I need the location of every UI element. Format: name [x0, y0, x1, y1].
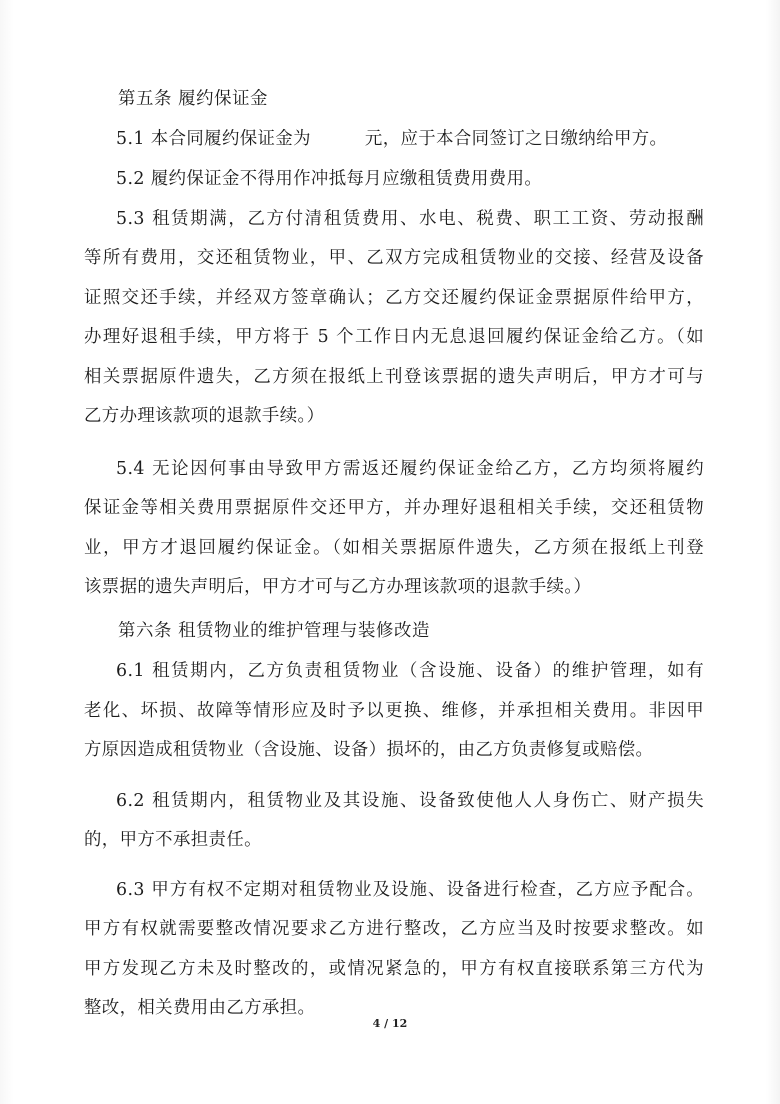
article-5-heading: 第五条 履约保证金	[118, 89, 269, 109]
clause-6-2-line: 的，甲方不承担责任。	[84, 830, 262, 850]
clause-5-3-line: 证照交还手续，并经双方签章确认；乙方交还履约保证金票据原件给甲方，	[84, 288, 704, 308]
clause-5-2: 5.2 履约保证金不得用作冲抵每月应缴租赁费用费用。	[116, 169, 543, 189]
clause-5-1	[116, 128, 704, 150]
clause-5-3-line: 5.3 租赁期满，乙方付清租赁费用、水电、税费、职工工资、劳动报酬	[116, 209, 704, 229]
clause-5-3-line: 相关票据原件遗失，乙方须在报纸上刊登该票据的遗失声明后，甲方才可与	[84, 367, 704, 387]
article-6-heading: 第六条 租赁物业的维护管理与装修改造	[118, 621, 430, 641]
clause-6-1-line: 方原因造成租赁物业（含设施、设备）损坏的，由乙方负责修复或赔偿。	[84, 740, 654, 760]
clause-6-2-line: 6.2 租赁期内，租赁物业及其设施、设备致使他人人身伤亡、财产损失	[116, 791, 704, 811]
clause-6-3-line: 甲方有权就需要整改情况要求乙方进行整改，乙方应当及时按要求整改。如	[84, 919, 704, 939]
clause-6-1-line: 老化、坏损、故障等情形应及时予以更换、维修，并承担相关费用。非因甲	[84, 701, 704, 721]
clause-6-1-line: 6.1 租赁期内，乙方负责租赁物业（含设施、设备）的维护管理，如有	[116, 661, 704, 681]
clause-5-4-line: 保证金等相关费用票据原件交还甲方，并办理好退租相关手续，交还租赁物	[84, 498, 704, 518]
clause-5-3-line: 等所有费用，交还租赁物业，甲、乙双方完成租赁物业的交接、经营及设备	[84, 248, 704, 268]
clause-5-3-line: 办理好退租手续，甲方将于 5 个工作日内无息退回履约保证金给乙方。（如	[84, 327, 704, 347]
clause-5-4-line: 5.4 无论因何事由导致甲方需返还履约保证金给乙方，乙方均须将履约	[116, 459, 704, 479]
page-number: 4 / 12	[372, 1017, 408, 1030]
clause-5-3-line: 乙方办理该款项的退款手续。）	[84, 406, 325, 426]
clause-6-3-line: 6.3 甲方有权不定期对租赁物业及设施、设备进行检查，乙方应予配合。	[116, 880, 704, 900]
clause-5-4-line: 该票据的遗失声明后，甲方才可与乙方办理该款项的退款手续。）	[84, 577, 592, 597]
clause-6-3-line: 整改，相关费用由乙方承担。	[84, 998, 316, 1018]
clause-5-4-line: 业，甲方才退回履约保证金。（如相关票据原件遗失，乙方须在报纸上刊登	[84, 538, 704, 558]
clause-6-3-line: 甲方发现乙方未及时整改的，或情况紧急的，甲方有权直接联系第三方代为	[84, 959, 704, 979]
clause-5-1-text-b: 元，应于本合同签订之日缴纳给甲方。	[364, 129, 668, 149]
clause-5-1-text-a: 5.1 本合同履约保证金为	[116, 129, 311, 149]
